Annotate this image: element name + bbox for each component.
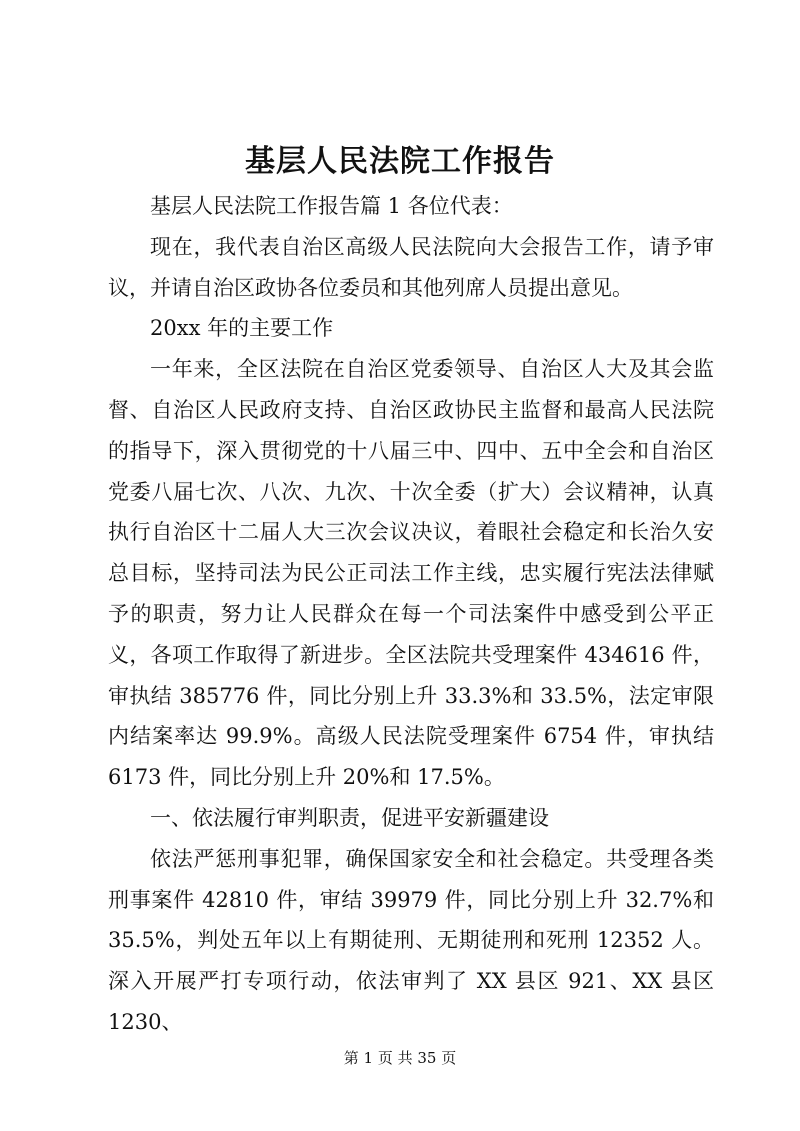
page-footer: 第 1 页 共 35 页 xyxy=(343,1049,457,1067)
paragraph-section-heading-1: 一、依法履行审判职责，促进平安新疆建设 xyxy=(150,805,549,830)
paragraph-criminal-cases: 依法严惩刑事犯罪，确保国家安全和社会稳定。共受理各类刑事案件 42810 件，审结 39979 件，同比分别上升 32.7%和 35.5%，判处五年以上有期徒刑、无期徒刑和死刑 12352 人。深入开展严打专项行动，依法审判了 XX 县区 921、XX 县区 1230、 xyxy=(108,846,714,1034)
paragraph-opening: 基层人民法院工作报告篇 1 各位代表： xyxy=(150,194,513,218)
document-body xyxy=(108,186,714,1043)
document-title: 基层人民法院工作报告 xyxy=(245,144,555,179)
paragraph-intro: 现在，我代表自治区高级人民法院向大会报告工作，请予审议，并请自治区政协各位委员和其他列席人员提出意见。 xyxy=(108,234,714,300)
paragraph-summary: 一年来，全区法院在自治区党委领导、自治区人大及其会监督、自治区人民政府支持、自治区政协民主监督和最高人民法院的指导下，深入贯彻党的十八届三中、四中、五中全会和自治区党委八届七次、八次、九次、十次全委（扩大）会议精神，认真执行自治区十二届人大三次会议决议，着眼社会稳定和长治久安总目标，坚持司法为民公正司法工作主线，忠实履行宪法法律赋予的职责，努力让人民群众在每一个司法案件中感受到公平正义，各项工作取得了新进步。全区法院共受理案件 434616 件，审执结 385776 件，同比分别上升 33.3%和 33.5%，法定审限内结案率达 99.9%。高级人民法院受理案件 6754 件，审执结 6173 件，同比分别上升 20%和 17.5%。 xyxy=(108,357,714,790)
paragraph-heading-main-work: 20xx 年的主要工作 xyxy=(150,316,334,341)
